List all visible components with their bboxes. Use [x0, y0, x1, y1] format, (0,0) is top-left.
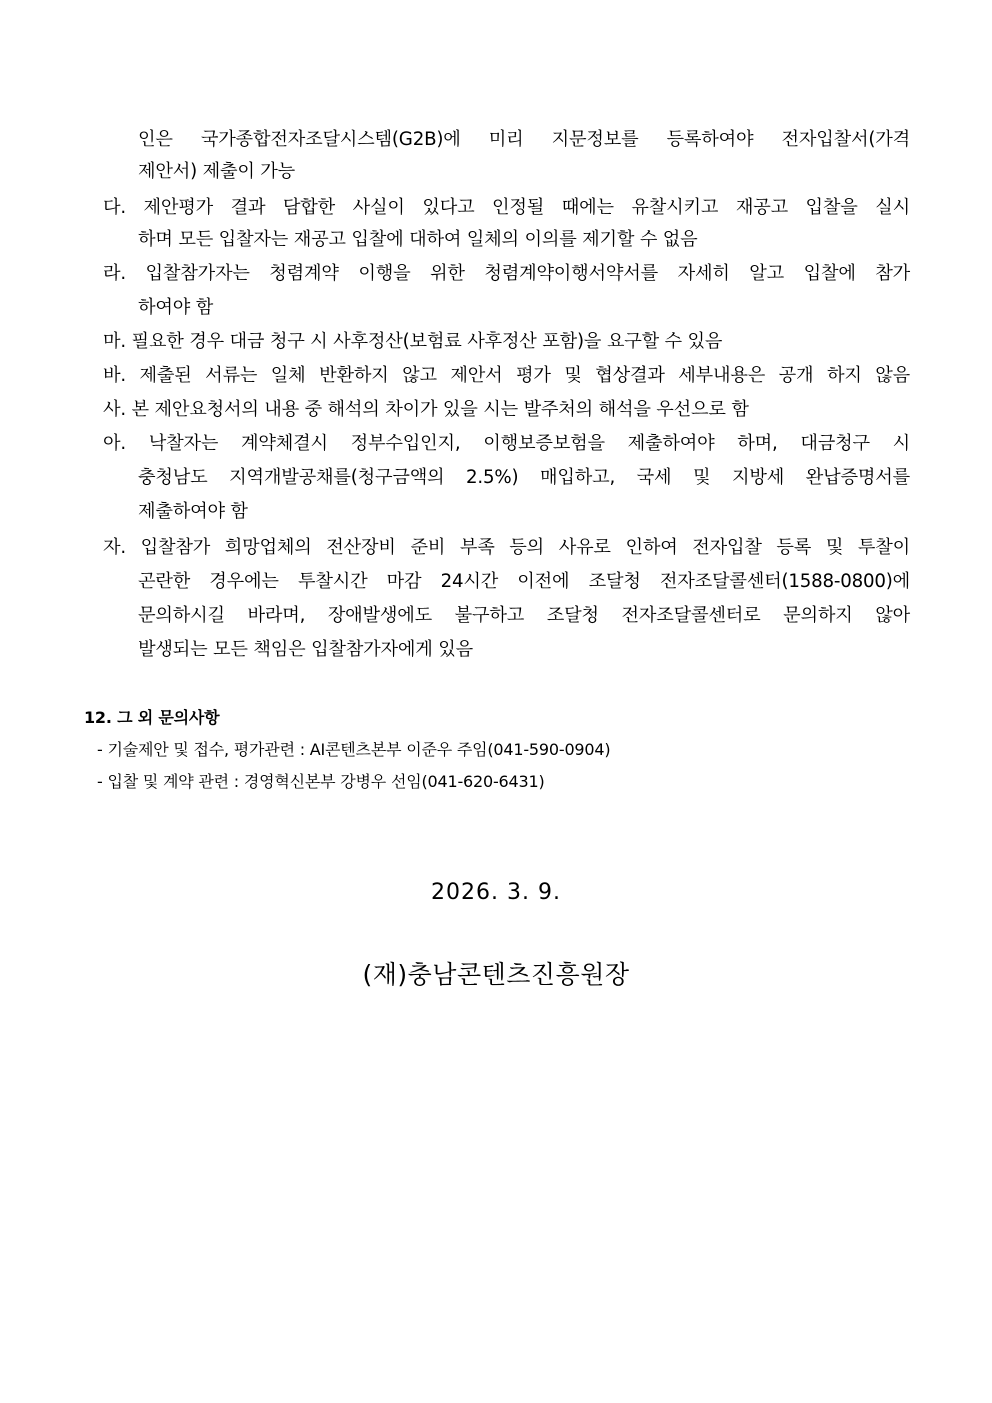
item-text-line: 곤란한 경우에는 투찰시간 마감 24시간 이전에 조달청 전자조달콜센터(1588-0800)에 — [138, 571, 910, 592]
item-sa: 사. 본 제안요청서의 내용 중 해석의 차이가 있을 시는 발주처의 해석을 우선으로 함 — [103, 399, 749, 420]
item-a: 아. 낙찰자는 계약체결시 정부수입인지, 이행보증보험을 제출하여야 하며, 대금청구 시 — [103, 433, 910, 454]
item-text-line: 하여야 함 — [138, 297, 214, 318]
document-date: 2026. 3. 9. — [431, 880, 561, 905]
item-ja: 자. 입찰참가 희망업체의 전산장비 준비 부족 등의 사유로 인하여 전자입찰 등록 및 투찰이 — [103, 537, 910, 558]
item-ba: 바. 제출된 서류는 일체 반환하지 않고 제안서 평가 및 협상결과 세부내용은 공개 하지 않음 — [103, 365, 910, 386]
issuer-signature: (재)충남콘텐츠진흥원장 — [362, 960, 630, 989]
item-da: 다. 제안평가 결과 담합한 사실이 있다고 인정될 때에는 유찰시키고 재공고 입찰을 실시 — [103, 197, 910, 218]
contact-line-contract: - 입찰 및 계약 관련 : 경영혁신본부 강병우 선임(041-620-6431) — [97, 772, 545, 791]
section-12-heading: 12. 그 외 문의사항 — [84, 708, 220, 727]
item-text-line: 문의하시길 바라며, 장애발생에도 불구하고 조달청 전자조달콜센터로 문의하지 않아 — [138, 605, 910, 626]
item-text-line: 충청남도 지역개발공채를(청구금액의 2.5%) 매입하고, 국세 및 지방세 완납증명서를 — [138, 467, 910, 488]
item-text-line: 발생되는 모든 책임은 입찰참가자에게 있음 — [138, 639, 473, 660]
item-text-line: 제출하여야 함 — [138, 501, 248, 522]
item-text-line: 하며 모든 입찰자는 재공고 입찰에 대하여 일체의 이의를 제기할 수 없음 — [138, 229, 698, 250]
item-ra: 라. 입찰참가자는 청렴계약 이행을 위한 청렴계약이행서약서를 자세히 알고 입찰에 참가 — [103, 263, 910, 284]
contact-line-technical: - 기술제안 및 접수, 평가관련 : AI콘텐츠본부 이준우 주임(041-590-0904) — [97, 740, 611, 759]
item-text-line: 인은 국가종합전자조달시스템(G2B)에 미리 지문정보를 등록하여야 전자입찰서(가격 — [138, 129, 910, 150]
item-text-line: 제안서) 제출이 가능 — [138, 161, 296, 182]
item-ma: 마. 필요한 경우 대금 청구 시 사후정산(보험료 사후정산 포함)을 요구할 수 있음 — [103, 331, 723, 352]
